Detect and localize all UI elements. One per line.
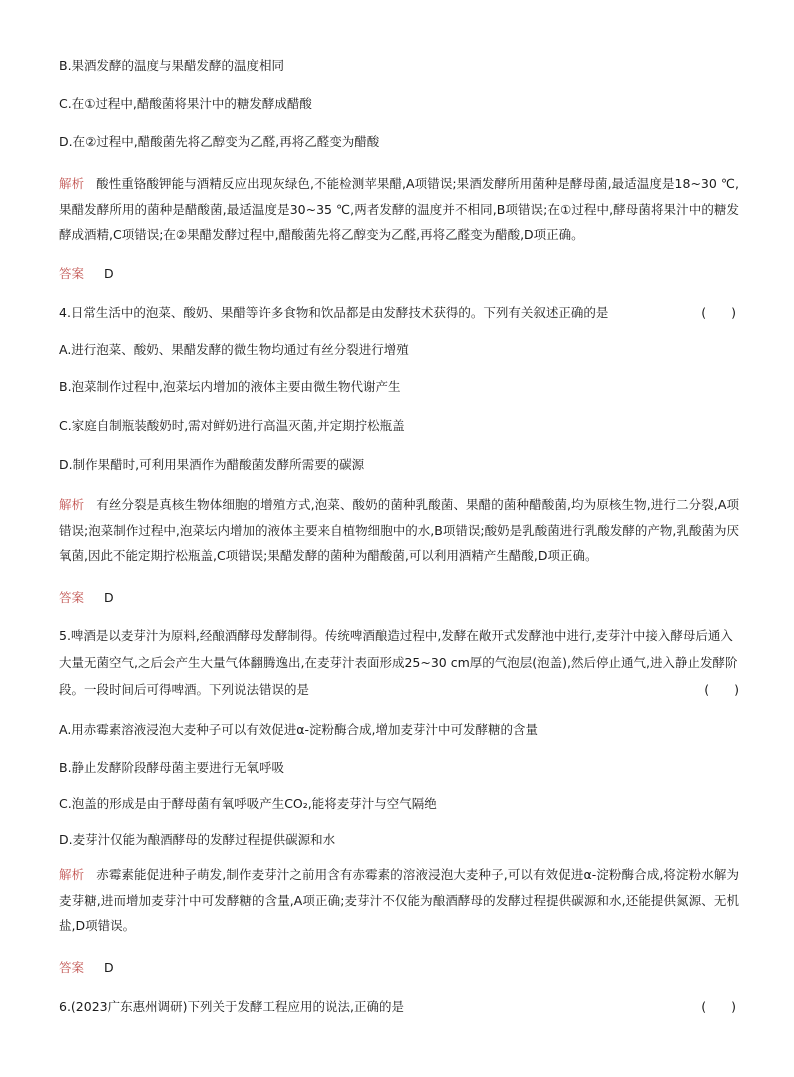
option-a-q5: A.用赤霉素溶液浸泡大麦种子可以有效促进α-淀粉酶合成,增加麦芽汁中可发酵糖的含量 <box>59 722 539 737</box>
analysis-q3 <box>59 171 739 248</box>
analysis-q5 <box>59 862 739 939</box>
answer-label: 答案 <box>59 266 85 281</box>
analysis-q4 <box>59 492 739 569</box>
answer-blank: ( ) <box>704 682 739 697</box>
answer-value: D <box>104 590 114 605</box>
answer-q4 <box>59 590 736 606</box>
option-d-q4: D.制作果醋时,可利用果酒作为醋酸菌发酵所需要的碳源 <box>59 457 365 472</box>
answer-value: D <box>104 960 114 975</box>
answer-q3 <box>59 266 736 282</box>
answer-q5 <box>59 960 736 976</box>
option-b-q4: B.泡菜制作过程中,泡菜坛内增加的液体主要由微生物代谢产生 <box>59 379 401 394</box>
option-d-q3: D.在②过程中,醋酸菌先将乙醇变为乙醛,再将乙醛变为醋酸 <box>59 134 380 149</box>
question-6-stem <box>59 999 736 1015</box>
answer-label: 答案 <box>59 960 85 975</box>
question-5-text: 5.啤酒是以麦芽汁为原料,经酿酒酵母发酵制得。传统啤酒酿造过程中,发酵在敞开式发酵池中进行,麦芽汁中接入酵母后通入大量无菌空气,之后会产生大量气体翻腾逸出,在麦芽汁表面形成25~30 cm厚的气泡层(泡盖),然后停止通气,进入静止发酵阶段。一段时间后可得啤酒。下列说法错误的是 <box>59 628 738 697</box>
question-4-stem <box>59 305 736 321</box>
option-d-q5: D.麦芽汁仅能为酿酒酵母的发酵过程提供碳源和水 <box>59 832 336 847</box>
option-c-q4: C.家庭自制瓶装酸奶时,需对鲜奶进行高温灭菌,并定期拧松瓶盖 <box>59 418 405 433</box>
answer-blank: ( ) <box>701 999 736 1014</box>
analysis-text: 酸性重铬酸钾能与酒精反应出现灰绿色,不能检测苹果醋,A项错误;果酒发酵所用菌种是酵母菌,最适温度是18~30 ℃,果醋发酵所用的菌种是醋酸菌,最适温度是30~35 ℃,两者发酵的温度并不相同,B项错误;在①过程中,酵母菌将果汁中的糖发酵成酒精,C项错误;在②果醋发酵过程中,醋酸菌先将乙醇变为乙醛,再将乙醛变为醋酸,D项正确。 <box>59 176 739 242</box>
option-c-q3: C.在①过程中,醋酸菌将果汁中的糖发酵成醋酸 <box>59 96 312 111</box>
analysis-label: 解析 <box>59 497 85 512</box>
answer-blank: ( ) <box>701 305 736 320</box>
option-c-q5: C.泡盖的形成是由于酵母菌有氧呼吸产生CO₂,能将麦芽汁与空气隔绝 <box>59 796 437 811</box>
question-4-text: 4.日常生活中的泡菜、酸奶、果醋等许多食物和饮品都是由发酵技术获得的。下列有关叙述正确的是 <box>59 305 609 320</box>
analysis-label: 解析 <box>59 176 85 191</box>
answer-value: D <box>104 266 114 281</box>
question-5-stem <box>59 622 739 703</box>
option-b-q5: B.静止发酵阶段酵母菌主要进行无氧呼吸 <box>59 760 285 775</box>
analysis-text: 赤霉素能促进种子萌发,制作麦芽汁之前用含有赤霉素的溶液浸泡大麦种子,可以有效促进α-淀粉酶合成,将淀粉水解为麦芽糖,进而增加麦芽汁中可发酵糖的含量,A项正确;麦芽汁不仅能为酿酒酵母的发酵过程提供碳源和水,还能提供氮源、无机盐,D项错误。 <box>59 867 739 933</box>
question-6-text: 6.(2023广东惠州调研)下列关于发酵工程应用的说法,正确的是 <box>59 999 404 1014</box>
option-b-q3: B.果酒发酵的温度与果醋发酵的温度相同 <box>59 58 285 73</box>
option-a-q4: A.进行泡菜、酸奶、果醋发酵的微生物均通过有丝分裂进行增殖 <box>59 342 409 357</box>
answer-label: 答案 <box>59 590 85 605</box>
analysis-text: 有丝分裂是真核生物体细胞的增殖方式,泡菜、酸奶的菌种乳酸菌、果醋的菌种醋酸菌,均为原核生物,进行二分裂,A项错误;泡菜制作过程中,泡菜坛内增加的液体主要来自植物细胞中的水,B项错误;酸奶是乳酸菌进行乳酸发酵的产物,乳酸菌为厌氧菌,因此不能定期拧松瓶盖,C项错误;果醋发酵的菌种为醋酸菌,可以利用酒精产生醋酸,D项正确。 <box>59 497 739 563</box>
analysis-label: 解析 <box>59 867 85 882</box>
